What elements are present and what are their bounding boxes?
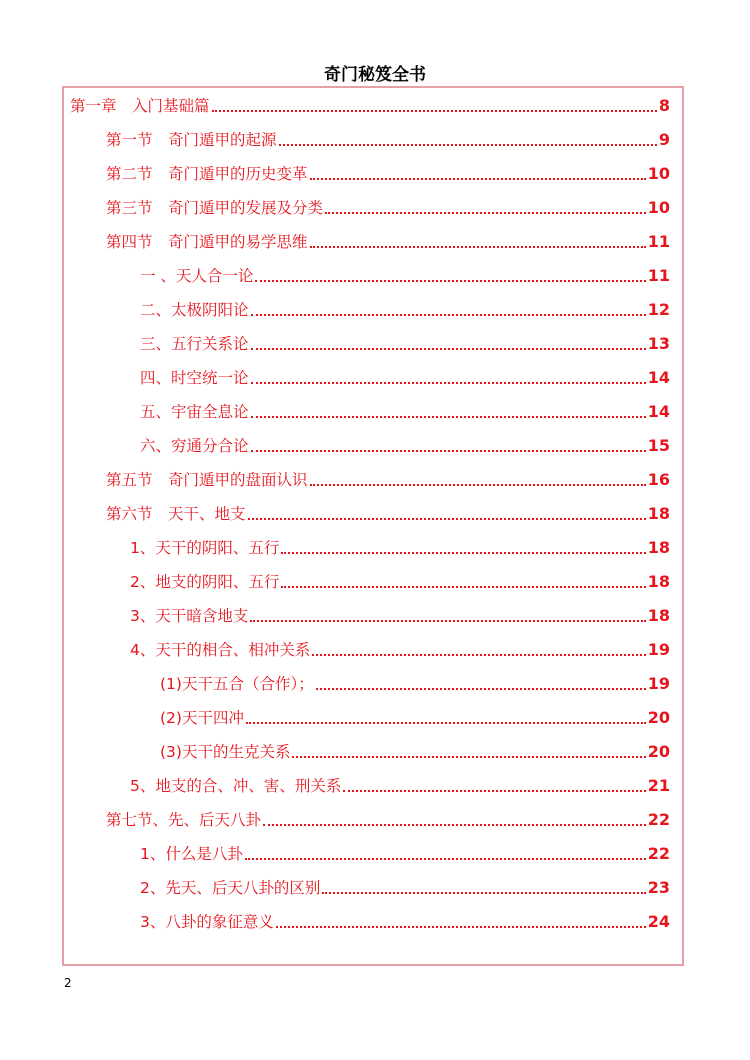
toc-dot-leader bbox=[248, 518, 646, 520]
toc-entry[interactable] bbox=[64, 330, 670, 354]
toc-entry-label: 3、八卦的象征意义 bbox=[140, 913, 274, 931]
toc-entry[interactable] bbox=[64, 602, 670, 626]
toc-entry-label: 四、时空统一论 bbox=[140, 369, 249, 387]
toc-entry-label: 一 、天人合一论 bbox=[140, 267, 254, 285]
toc-entry[interactable] bbox=[64, 228, 670, 252]
toc-entry-label: 六、穷通分合论 bbox=[140, 437, 249, 455]
toc-entry-page: 10 bbox=[647, 164, 670, 183]
toc-entry[interactable] bbox=[64, 806, 670, 830]
toc-entry[interactable] bbox=[64, 772, 670, 796]
toc-entry-page: 22 bbox=[647, 810, 670, 829]
toc-entry-page: 10 bbox=[647, 198, 670, 217]
toc-entry-page: 20 bbox=[647, 742, 670, 761]
toc-entry[interactable] bbox=[64, 500, 670, 524]
toc-entry-page: 20 bbox=[647, 708, 670, 727]
toc-entry-page: 16 bbox=[647, 470, 670, 489]
toc-entry-label: 第四节 奇门遁甲的易学思维 bbox=[106, 233, 308, 251]
toc-dot-leader bbox=[322, 892, 645, 894]
toc-entry[interactable] bbox=[64, 262, 670, 286]
toc-entry-label: 第七节、先、后天八卦 bbox=[106, 811, 262, 829]
toc-entry-page: 23 bbox=[647, 878, 670, 897]
toc-dot-leader bbox=[251, 450, 646, 452]
toc-entry-page: 14 bbox=[647, 402, 670, 421]
toc-entry-label: 2、先天、后天八卦的区别 bbox=[140, 879, 321, 897]
toc-entry[interactable] bbox=[64, 194, 670, 218]
toc-entry[interactable] bbox=[64, 840, 670, 864]
toc-entry-page: 22 bbox=[647, 844, 670, 863]
toc-dot-leader bbox=[279, 144, 657, 146]
toc-entry-label: (1)天干五合（合作）； bbox=[160, 675, 314, 693]
toc-entry-label: 第三节 奇门遁甲的发展及分类 bbox=[106, 199, 324, 217]
toc-dot-leader bbox=[251, 348, 646, 350]
toc-entry-page: 9 bbox=[658, 130, 670, 149]
toc-dot-leader bbox=[246, 722, 646, 724]
toc-entry[interactable] bbox=[64, 466, 670, 490]
toc-entry[interactable] bbox=[64, 636, 670, 660]
toc-dot-leader bbox=[292, 756, 645, 758]
toc-dot-leader bbox=[255, 280, 645, 282]
toc-entry[interactable] bbox=[64, 398, 670, 422]
toc-entry-page: 13 bbox=[647, 334, 670, 353]
toc-entry-label: 二、太极阴阳论 bbox=[140, 301, 249, 319]
toc-entry-page: 11 bbox=[647, 266, 670, 285]
toc-entry[interactable] bbox=[64, 92, 670, 116]
toc-entry[interactable] bbox=[64, 738, 670, 762]
toc-entry[interactable] bbox=[64, 364, 670, 388]
toc-dot-leader bbox=[251, 416, 646, 418]
toc-entry-page: 14 bbox=[647, 368, 670, 387]
toc-entry[interactable] bbox=[64, 126, 670, 150]
toc-entry[interactable] bbox=[64, 296, 670, 320]
toc-entry[interactable] bbox=[64, 432, 670, 456]
toc-dot-leader bbox=[251, 382, 646, 384]
document-title: 奇门秘笈全书 bbox=[324, 65, 426, 85]
toc-entry-page: 8 bbox=[658, 96, 670, 115]
toc-dot-leader bbox=[250, 620, 645, 622]
toc-dot-leader bbox=[310, 178, 646, 180]
table-of-contents bbox=[62, 86, 684, 966]
toc-entry-page: 18 bbox=[647, 538, 670, 557]
toc-entry-page: 19 bbox=[647, 674, 670, 693]
toc-dot-leader bbox=[263, 824, 646, 826]
toc-dot-leader bbox=[251, 314, 646, 316]
toc-dot-leader bbox=[312, 654, 645, 656]
toc-entry-page: 19 bbox=[647, 640, 670, 659]
toc-entry[interactable] bbox=[64, 568, 670, 592]
toc-entry-page: 18 bbox=[647, 572, 670, 591]
toc-entry-page: 21 bbox=[647, 776, 670, 795]
toc-entry-label: 三、五行关系论 bbox=[140, 335, 249, 353]
toc-entry-label: (3)天干的生克关系 bbox=[160, 743, 291, 761]
toc-entry-label: 1、天干的阴阳、五行 bbox=[130, 539, 280, 557]
toc-dot-leader bbox=[325, 212, 646, 214]
toc-entry-label: 第一节 奇门遁甲的起源 bbox=[106, 131, 277, 149]
toc-dot-leader bbox=[276, 926, 646, 928]
toc-entry-page: 11 bbox=[647, 232, 670, 251]
toc-entry-label: 1、什么是八卦 bbox=[140, 845, 243, 863]
toc-entry-page: 24 bbox=[647, 912, 670, 931]
toc-entry[interactable] bbox=[64, 874, 670, 898]
toc-entry[interactable] bbox=[64, 670, 670, 694]
toc-dot-leader bbox=[316, 688, 646, 690]
toc-entry-page: 18 bbox=[647, 504, 670, 523]
toc-dot-leader bbox=[281, 552, 645, 554]
toc-entry[interactable] bbox=[64, 534, 670, 558]
toc-entry-label: 第一章 入门基础篇 bbox=[70, 97, 210, 115]
toc-entry[interactable] bbox=[64, 704, 670, 728]
toc-entry-page: 18 bbox=[647, 606, 670, 625]
toc-dot-leader bbox=[343, 790, 645, 792]
toc-entry[interactable] bbox=[64, 908, 670, 932]
toc-entry-page: 12 bbox=[647, 300, 670, 319]
toc-entry-label: 2、地支的阴阳、五行 bbox=[130, 573, 280, 591]
page-number: 2 bbox=[64, 976, 72, 990]
toc-entry-label: 4、天干的相合、相冲关系 bbox=[130, 641, 311, 659]
toc-dot-leader bbox=[281, 586, 645, 588]
toc-entry-label: 第二节 奇门遁甲的历史变革 bbox=[106, 165, 308, 183]
toc-entry-page: 15 bbox=[647, 436, 670, 455]
toc-dot-leader bbox=[245, 858, 646, 860]
toc-entry-label: 3、天干暗含地支 bbox=[130, 607, 249, 625]
toc-dot-leader bbox=[310, 484, 646, 486]
toc-entry-label: 第六节 天干、地支 bbox=[106, 505, 246, 523]
toc-entry-label: (2)天干四冲 bbox=[160, 709, 244, 727]
toc-entry[interactable] bbox=[64, 160, 670, 184]
toc-entry-label: 5、地支的合、冲、害、刑关系 bbox=[130, 777, 342, 795]
toc-entry-label: 第五节 奇门遁甲的盘面认识 bbox=[106, 471, 308, 489]
toc-dot-leader bbox=[212, 110, 657, 112]
toc-entry-label: 五、宇宙全息论 bbox=[140, 403, 249, 421]
toc-dot-leader bbox=[310, 246, 646, 248]
